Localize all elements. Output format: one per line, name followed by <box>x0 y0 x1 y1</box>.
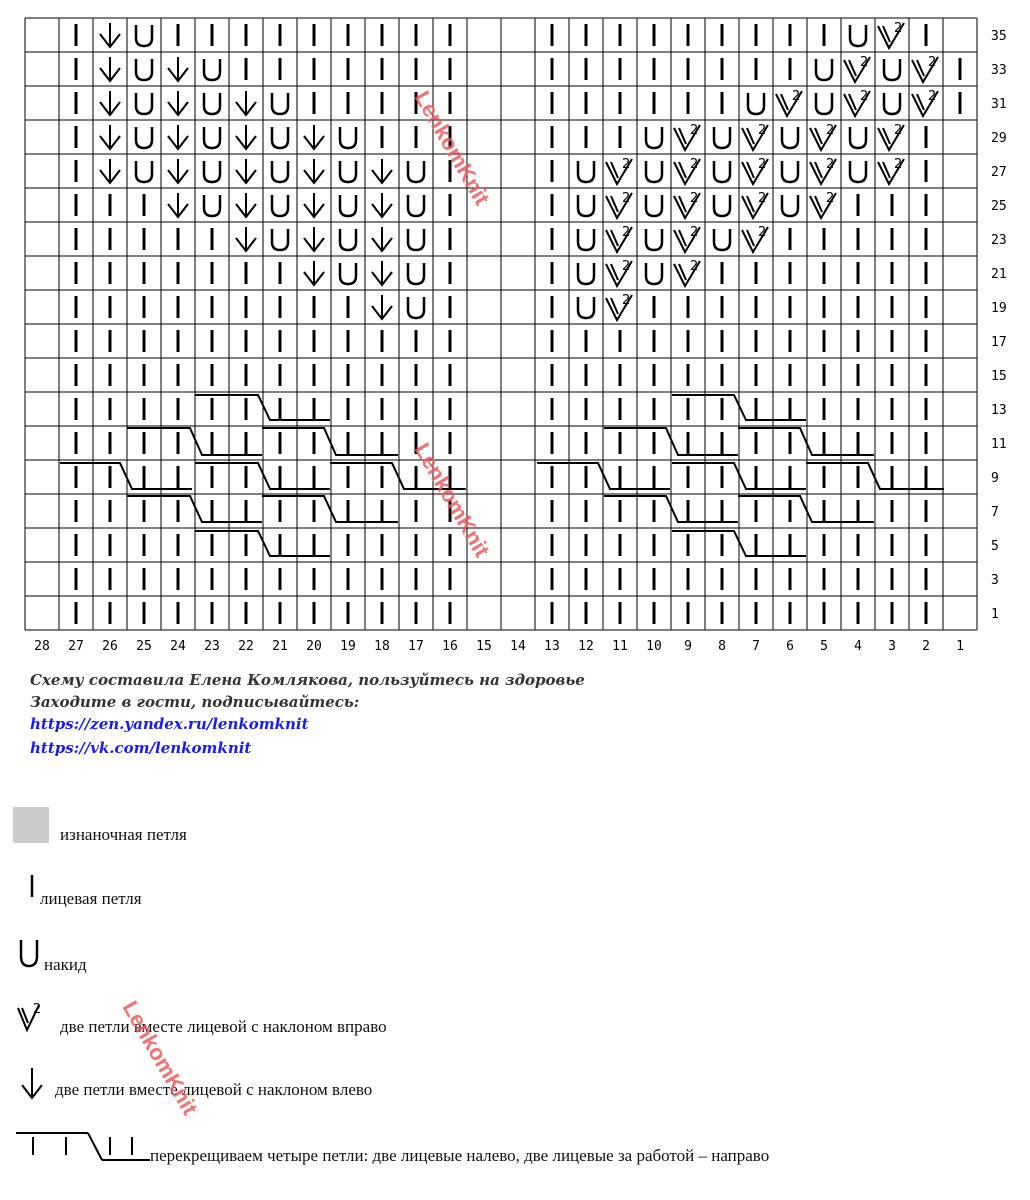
svg-text:2: 2 <box>622 225 631 240</box>
svg-text:2: 2 <box>928 89 937 104</box>
svg-text:2: 2 <box>622 157 631 172</box>
column-number: 27 <box>68 639 84 654</box>
row-number: 23 <box>991 233 1007 248</box>
column-number: 17 <box>408 639 424 654</box>
legend-yarn-over-label: накид <box>44 955 87 974</box>
left-decrease-symbol-icon <box>22 1068 42 1098</box>
watermark-1: LenkomKnit <box>409 86 495 210</box>
column-number: 28 <box>34 639 50 654</box>
svg-text:2: 2 <box>894 21 903 36</box>
row-number: 35 <box>991 29 1007 44</box>
column-number: 23 <box>204 639 220 654</box>
column-number: 10 <box>646 639 662 654</box>
link-vk[interactable]: https://vk.com/lenkomknit <box>30 739 252 757</box>
svg-text:2: 2 <box>690 123 699 138</box>
column-number: 20 <box>306 639 322 654</box>
column-number: 26 <box>102 639 118 654</box>
svg-text:2: 2 <box>758 225 767 240</box>
row-number: 27 <box>991 165 1007 180</box>
row-number: 9 <box>991 471 999 486</box>
column-number: 21 <box>272 639 288 654</box>
watermark-3: LenkomKnit <box>117 996 203 1120</box>
column-number: 15 <box>476 639 492 654</box>
row-number: 31 <box>991 97 1007 112</box>
svg-text:2: 2 <box>690 157 699 172</box>
row-number: 17 <box>991 335 1007 350</box>
column-number: 5 <box>820 639 828 654</box>
column-number: 3 <box>888 639 896 654</box>
row-number: 1 <box>991 607 999 622</box>
svg-text:2: 2 <box>622 191 631 206</box>
svg-text:2: 2 <box>758 157 767 172</box>
svg-text:2: 2 <box>690 259 699 274</box>
column-number: 25 <box>136 639 152 654</box>
row-number: 29 <box>991 131 1007 146</box>
row-number: 33 <box>991 63 1007 78</box>
credit-author: Схему составила Елена Комлякова, пользуйтесь на здоровье <box>30 671 585 689</box>
legend-purl-label: изнаночная петля <box>60 825 187 844</box>
legend-cable-label: перекрещиваем четыре петли: две лицевые налево, две лицевые за работой – направо <box>150 1146 770 1165</box>
svg-text:2: 2 <box>792 89 801 104</box>
link-zen[interactable]: https://zen.yandex.ru/lenkomknit <box>30 715 309 733</box>
purl-swatch-icon <box>13 807 49 843</box>
svg-text:2: 2 <box>928 55 937 70</box>
column-number: 16 <box>442 639 458 654</box>
svg-text:2: 2 <box>622 293 631 308</box>
column-number: 19 <box>340 639 356 654</box>
column-number: 2 <box>922 639 930 654</box>
svg-text:2: 2 <box>826 123 835 138</box>
column-number: 7 <box>752 639 760 654</box>
row-number: 15 <box>991 369 1007 384</box>
column-number: 18 <box>374 639 390 654</box>
column-number: 12 <box>578 639 594 654</box>
column-number: 1 <box>956 639 964 654</box>
legend-knit-label: лицевая петля <box>40 889 142 908</box>
yarn-over-symbol-icon <box>21 940 37 966</box>
svg-text:2: 2 <box>894 157 903 172</box>
row-number: 21 <box>991 267 1007 282</box>
column-number: 11 <box>612 639 628 654</box>
column-number: 4 <box>854 639 862 654</box>
watermark-2: LenkomKnit <box>409 438 495 562</box>
row-number: 25 <box>991 199 1007 214</box>
column-number: 6 <box>786 639 794 654</box>
svg-text:2: 2 <box>622 259 631 274</box>
svg-text:2: 2 <box>758 191 767 206</box>
legend-left-decrease-label: две петли вместе лицевой с наклоном влево <box>55 1080 373 1099</box>
column-number: 24 <box>170 639 186 654</box>
row-number: 3 <box>991 573 999 588</box>
cable-symbol-icon <box>16 1133 150 1160</box>
svg-text:2: 2 <box>826 191 835 206</box>
svg-text:2: 2 <box>690 225 699 240</box>
column-number: 22 <box>238 639 254 654</box>
svg-text:2: 2 <box>33 1002 42 1017</box>
row-number: 13 <box>991 403 1007 418</box>
right-decrease-symbol-icon <box>18 1002 41 1030</box>
svg-text:2: 2 <box>690 191 699 206</box>
credit-invite: Заходите в гости, подписывайтесь: <box>30 693 360 711</box>
column-number: 9 <box>684 639 692 654</box>
row-number: 11 <box>991 437 1007 452</box>
row-number: 5 <box>991 539 999 554</box>
svg-text:2: 2 <box>758 123 767 138</box>
column-number: 13 <box>544 639 560 654</box>
row-number: 7 <box>991 505 999 520</box>
svg-text:2: 2 <box>826 157 835 172</box>
legend-right-decrease-label: две петли вместе лицевой с наклоном вправо <box>60 1017 387 1036</box>
column-number: 8 <box>718 639 726 654</box>
row-number: 19 <box>991 301 1007 316</box>
svg-text:2: 2 <box>860 89 869 104</box>
column-number: 14 <box>510 639 526 654</box>
svg-text:2: 2 <box>860 55 869 70</box>
svg-text:2: 2 <box>894 123 903 138</box>
